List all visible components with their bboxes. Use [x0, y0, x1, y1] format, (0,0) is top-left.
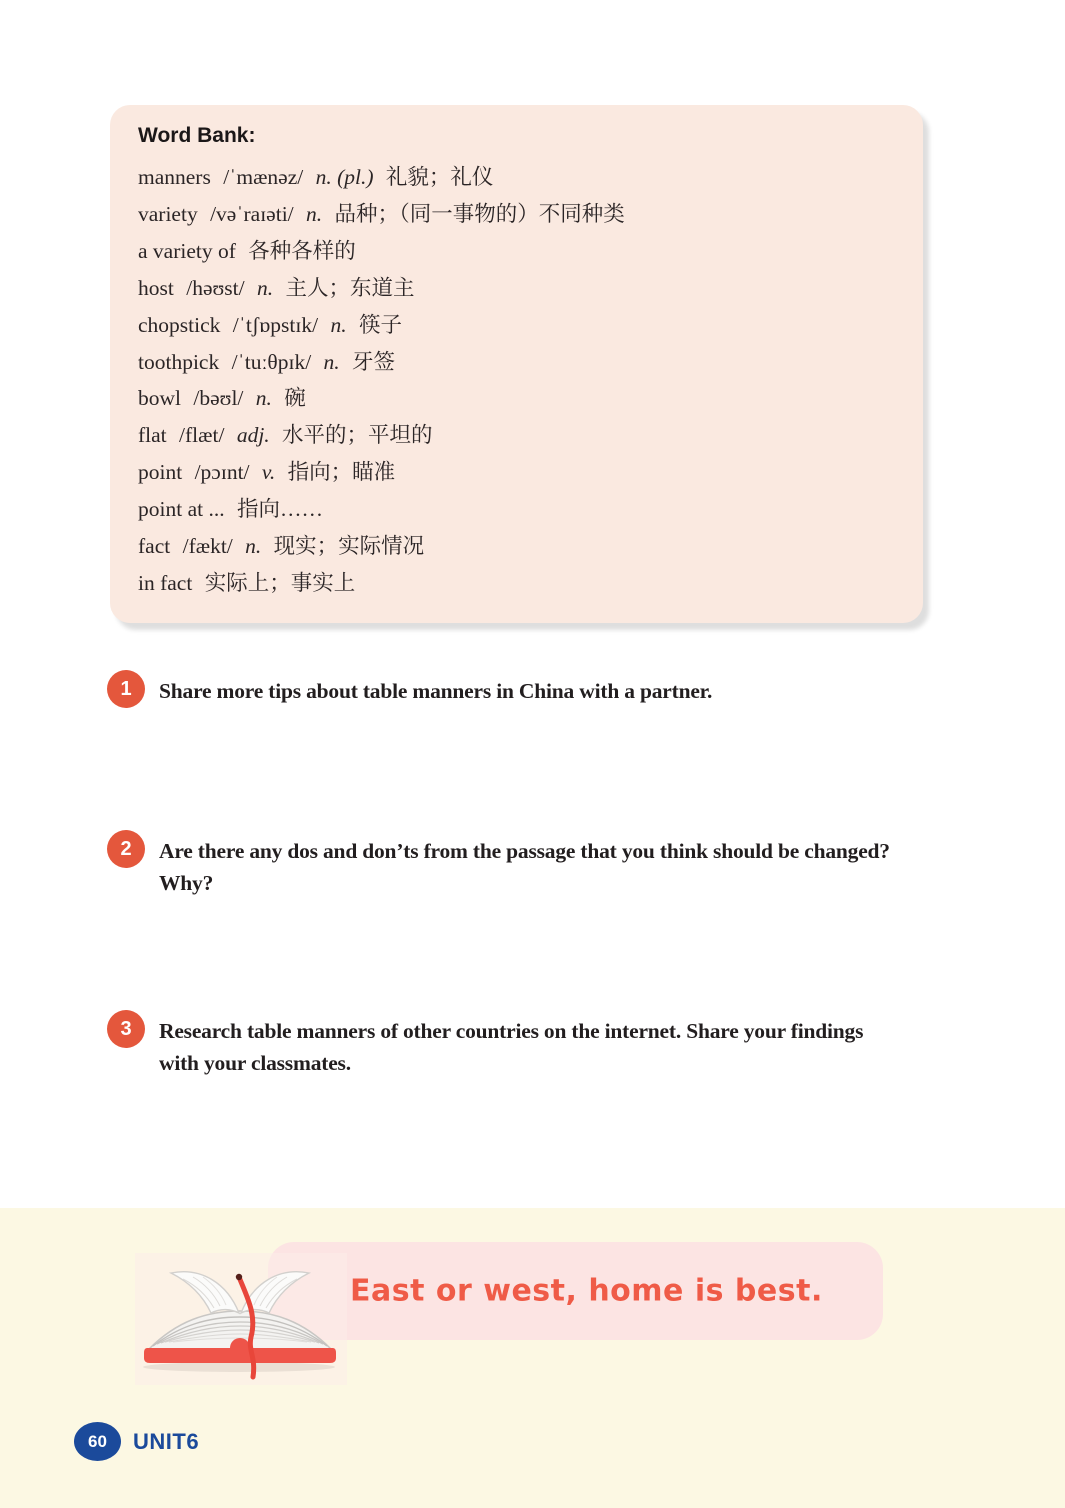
word-bank-entry [138, 491, 903, 528]
word-bank-entry [138, 233, 903, 270]
word-bank-entry [138, 528, 903, 565]
entry-translation: 礼貌；礼仪 [385, 165, 494, 189]
word-bank-title: Word Bank: [138, 124, 256, 147]
word-bank-list [138, 159, 903, 602]
entry-pos: n. [330, 312, 347, 337]
entry-translation: 主人；东道主 [285, 275, 415, 300]
entry-word: toothpick [138, 349, 220, 374]
entry-translation: 各种各样的 [248, 238, 356, 263]
word-bank-panel [110, 105, 923, 623]
entry-pos: n. [255, 386, 272, 411]
word-bank-entry [138, 196, 903, 233]
proverb-bubble [268, 1242, 883, 1340]
entry-pos: n. (pl.) [315, 165, 374, 189]
word-bank-entry [138, 454, 903, 491]
question-text: Are there any dos and don’ts from the passage that you think should be changed? Why? [159, 839, 890, 895]
entry-phonetics: /ˈtuːθpɪk/ [231, 349, 312, 374]
entry-translation: 品种；（同一事物的）不同种类 [334, 201, 625, 226]
question-item [107, 670, 907, 708]
word-bank-entry [138, 159, 903, 196]
entry-pos: n. [323, 349, 340, 374]
entry-phonetics: /fækt/ [182, 534, 233, 559]
question-item [107, 1010, 907, 1079]
entry-pos: v. [261, 460, 276, 485]
footer-band [0, 1208, 1065, 1508]
question-number-badge: 1 [107, 670, 145, 708]
entry-phonetics: /həʊst/ [186, 275, 245, 300]
entry-translation: 牙签 [352, 349, 396, 374]
entry-word: point at ... [138, 497, 225, 522]
entry-word: chopstick [138, 312, 221, 337]
entry-pos: adj. [236, 423, 270, 448]
entry-phonetics: /vəˈraɪəti/ [210, 201, 294, 226]
entry-word: point [138, 460, 183, 485]
entry-word: host [138, 275, 174, 300]
word-bank-entry [138, 380, 903, 417]
entry-translation: 水平的；平坦的 [282, 423, 433, 448]
entry-phonetics: /ˈtʃɒpstɪk/ [232, 312, 319, 337]
word-bank-entry [138, 270, 903, 307]
word-bank-entry [138, 417, 903, 454]
entry-word: in fact [138, 570, 193, 595]
question-text: Share more tips about table manners in China with a partner. [159, 679, 713, 703]
word-bank-entry [138, 344, 903, 381]
entry-pos: n. [245, 534, 262, 559]
entry-word: manners [138, 165, 211, 189]
entry-word: variety [138, 201, 198, 226]
entry-translation: 筷子 [358, 312, 402, 337]
entry-translation: 指向；瞄准 [287, 460, 396, 485]
entry-pos: n. [306, 201, 323, 226]
entry-word: bowl [138, 386, 181, 411]
proverb-text: East or west, home is best. [350, 1273, 823, 1309]
entry-word: a variety of [138, 238, 236, 263]
entry-phonetics: /pɔɪnt/ [194, 460, 250, 485]
entry-translation: 实际上；事实上 [204, 570, 356, 595]
question-number-badge: 2 [107, 830, 145, 868]
page-number: 60 [88, 1431, 107, 1451]
question-number-badge: 3 [107, 1010, 145, 1048]
entry-translation: 碗 [284, 386, 306, 411]
entry-translation: 现实；实际情况 [273, 534, 425, 559]
question-text: Research table manners of other countries on the internet. Share your findings with your classmates. [159, 1019, 864, 1075]
open-book-icon [135, 1253, 347, 1385]
entry-phonetics: /ˈmænəz/ [223, 165, 304, 189]
entry-translation: 指向…… [236, 497, 323, 522]
page-number-badge [74, 1422, 121, 1461]
entry-word: fact [138, 534, 171, 559]
unit-label: UNIT6 [133, 1429, 200, 1454]
entry-phonetics: /bəʊl/ [193, 386, 244, 411]
word-bank-entry [138, 307, 903, 344]
entry-word: flat [138, 423, 167, 448]
entry-pos: n. [256, 275, 274, 300]
word-bank-entry [138, 565, 903, 602]
entry-phonetics: /flæt/ [179, 423, 225, 448]
question-item [107, 830, 907, 899]
